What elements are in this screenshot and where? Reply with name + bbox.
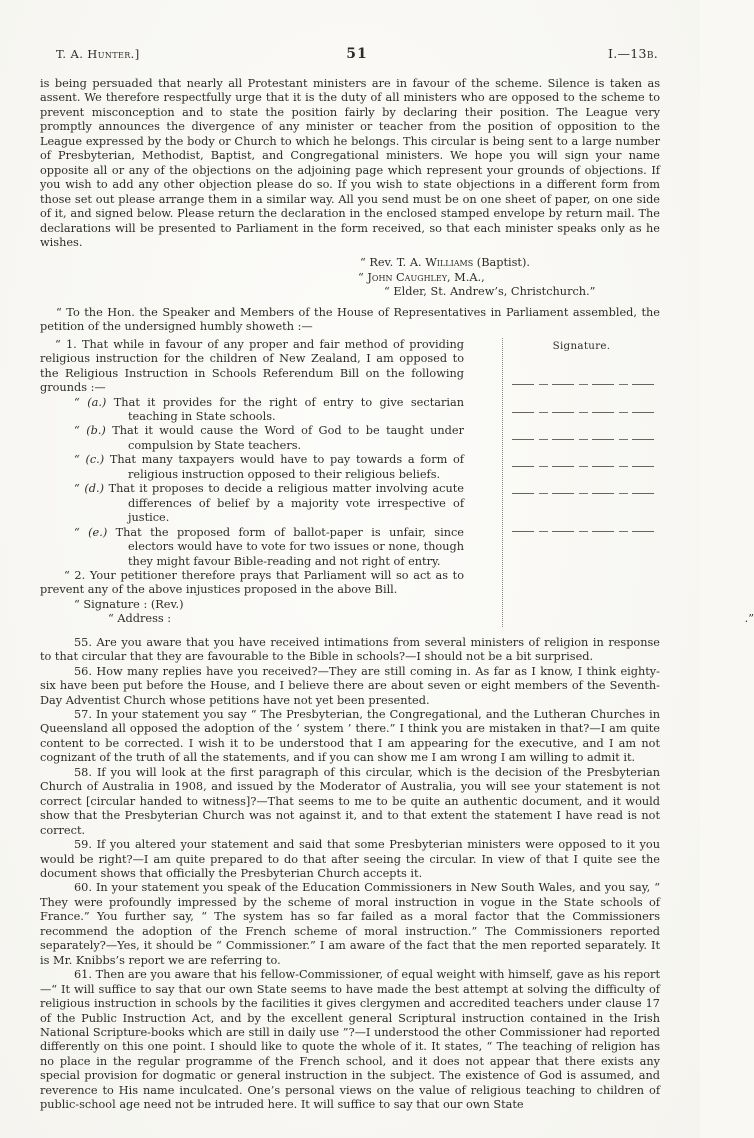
signature-ruled-line xyxy=(512,438,657,440)
signature-ruled-line xyxy=(512,465,657,467)
signature-ruled-line xyxy=(512,492,657,494)
petition-clause-1: “ 1. That while in favour of any proper and fair method of providing religious instruction for the children of New Zealand, I am opposed to the Religious Instruction in Schools Referendum Bill on the following grounds :— xyxy=(40,337,464,395)
petition-block xyxy=(40,337,754,627)
petition-address-field: “ Address : .” xyxy=(108,612,754,626)
qa-paragraph-60: 60. In your statement you speak of the Education Commissioners in New South Wales, and you say, “ They were profoundly impressed by the scheme of moral instruction in vogue in the State schools of France.” You further say, “ The system has so far failed as a moral factor that the Commissioners recommend the adoption of the French scheme of moral instruction.” The Commissioners reported separately?—Yes, it should be “ Commissioner.” I am aware of the fact that the men reported separately. It is Mr. Knibbs’s report we are referring to. xyxy=(40,881,660,967)
header-witness-name: T. A. Hunter.] xyxy=(56,47,140,61)
signatory-line: “ Elder, St. Andrew’s, Christchurch.” xyxy=(384,285,596,299)
header-paper-reference: I.—13b. xyxy=(607,46,659,61)
petition-text-column xyxy=(40,337,754,627)
qa-paragraph-55: 55. Are you aware that you have received intimations from several ministers of religion in response to that circular that they are favourable to the Bible in schools?—I should not be a bit surprised. xyxy=(40,635,660,664)
header-page-number: 51 xyxy=(346,46,368,62)
petition-ground-a: “ (a.) That it provides for the right of entry to give sectarian teaching in State schools. xyxy=(74,395,464,423)
petition-address-closing-quote: .” xyxy=(744,612,754,626)
qa-paragraph-57: 57. In your statement you say “ The Presbyterian, the Congregational, and the Lutheran Churches in Queensland all opposed the adoption of the ‘ system ’ there.” I think you are mistaken in that?—I am quite content to be corrected. I wish it to be understood that I am appearing for the executive, and I am not cognizant of the truth of all the statements, and if you can show me I am wrong I am willing to admit it. xyxy=(40,708,660,765)
page-header xyxy=(40,46,660,62)
petition-ground-b: “ (b.) That it would cause the Word of God to be taught under compulsion by State teachers. xyxy=(74,424,464,452)
testimony-section xyxy=(40,636,660,1113)
signature-ruled-line xyxy=(512,411,657,413)
document-body xyxy=(40,77,754,1113)
signatory-line: “ Rev. T. A. Williams (Baptist). xyxy=(360,256,530,270)
signature-ruled-line xyxy=(512,530,657,532)
signature-column xyxy=(502,338,660,627)
petition-ground-e: “ (e.) That the proposed form of ballot-paper is unfair, since electors would have to vote for two issues or none, though they might favour Bible-reading and not right of entry. xyxy=(74,525,464,568)
circular-continuation-paragraph: is being persuaded that nearly all Protestant ministers are in favour of the scheme. Silence is taken as assent. We therefore respectfully urge that it is the duty of all ministers who are opposed to the scheme to prevent misconception and to state the position fairly by declaring their position. The League very promptly announces the divergence of any minister or teacher from the position of opposition to the League expressed by the body or Church to which he belongs. This circular is being sent to a large number of Presbyterian, Methodist, Baptist, and Congregational ministers. We hope you will sign your name opposite all or any of the objections on the adjoining page which represent your grounds of objections. If you wish to add any other objection please do so. If you wish to state objections in a different form from those set out please arrange them in a similar way. All you send must be on one sheet of paper, on one side of it, and signed below. Please return the declaration in the enclosed stamped envelope by return mail. The declarations will be presented to Parliament in the form received, so that each minister speaks only as he wishes. xyxy=(40,77,660,249)
signature-ruled-line xyxy=(512,383,657,385)
signature-column-header: Signature. xyxy=(552,339,611,352)
signatory-line: “ John Caughley, M.A., xyxy=(358,270,485,284)
circular-signatories xyxy=(40,256,660,299)
petition-signature-field: “ Signature : (Rev.) xyxy=(74,597,184,611)
petition-ground-c: “ (c.) That many taxpayers would have to pay towards a form of religious instruction opposed to their religious beliefs. xyxy=(74,453,464,481)
petition-ground-d: “ (d.) That it proposes to decide a religious matter involving acute differences of belief by a majority vote irrespective of justice. xyxy=(74,482,464,525)
petition-clause-2: “ 2. Your petitioner therefore prays that Parliament will so act as to prevent any of the above injustices proposed in the above Bill. xyxy=(40,568,464,597)
qa-paragraph-59: 59. If you altered your statement and said that some Presbyterian ministers were opposed to it you would be right?—I am quite prepared to do that after seeing the circular. In view of that I quite see the document shows that officially the Presbyterian Church accepts it. xyxy=(40,838,660,881)
qa-paragraph-56: 56. How many replies have you received?—They are still coming in. As far as I know, I think eighty-six have been put before the House, and I believe there are about seven or eight members of the Seventh-Day Adventist Church whose petitions have not yet been presented. xyxy=(40,664,660,707)
qa-paragraph-61: 61. Then are you aware that his fellow-Commissioner, of equal weight with himself, gave as his report—“ It will suffice to say that our own State seems to have made the best attempt at solving the difficulty of religious instruction in schools by the facilities it gives clergymen and accredited teachers under clause 17 of the Public Instruction Act, and by the excellent general Scriptural instruction contained in the Irish National Scripture-books which are still in daily use ”?—I understood the other Commissioner had reported differently on this one point. I should like to quote the whole of it. It states, “ The teaching of religion has no place in the regular programme of the French school, and it does not appear that there exists any special provision for dogmatic or general instruction in the subject. The existence of God is assumed, and reverence to His name inculcated. One’s personal views on the value of religious teaching to children of public-school age need not be intruded here. It will suffice to say that our own State xyxy=(40,968,660,1112)
petition-salutation: “ To the Hon. the Speaker and Members of the House of Representatives in Parliament assembled, the petition of the undersigned humbly showeth :— xyxy=(40,305,660,334)
qa-paragraph-58: 58. If you will look at the first paragraph of this circular, which is the decision of the Presbyterian Church of Australia in 1908, and issued by the Moderator of Australia, you will see your statement is not correct [circular handed to witness]?—That seems to me to be quite an authentic document, and it would show that the Presbyterian Church was not against it, and to that extent the statement I have read is not correct. xyxy=(40,765,660,837)
